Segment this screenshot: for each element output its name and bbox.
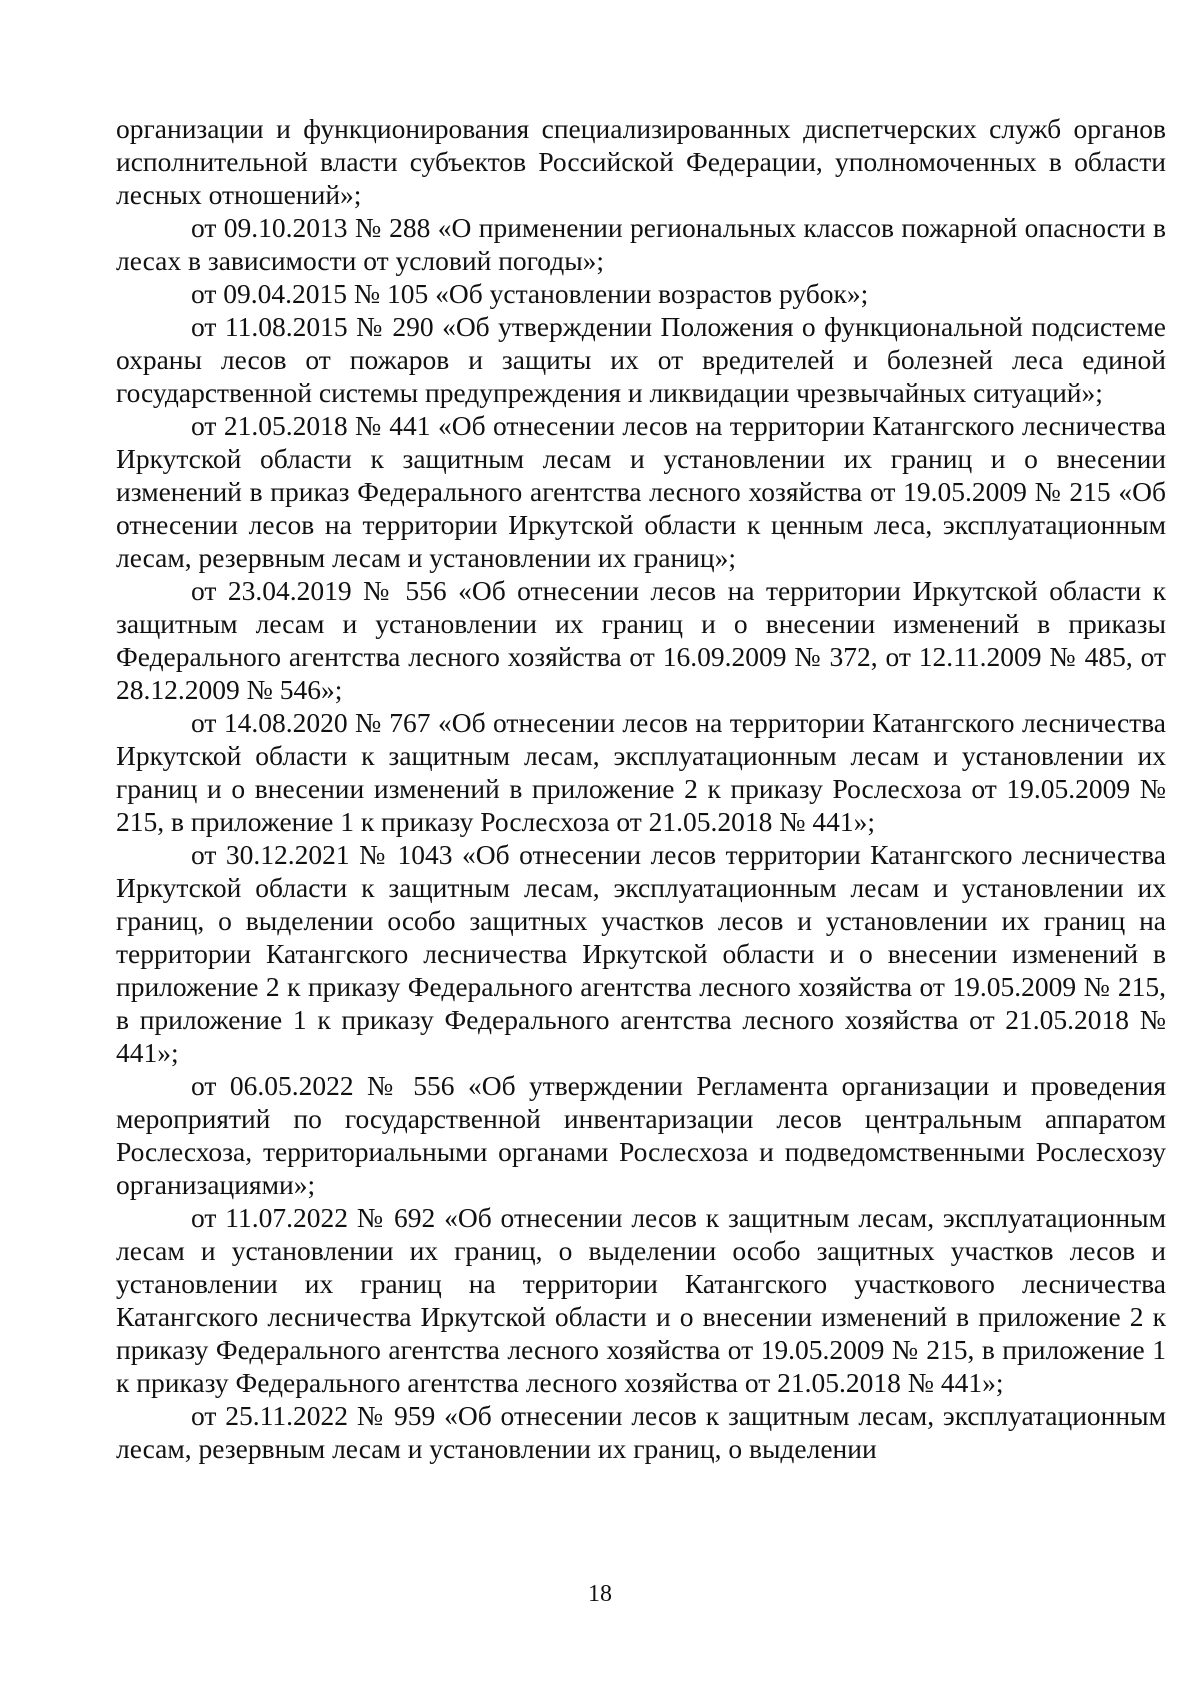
paragraph: от 06.05.2022 № 556 «Об утверждении Регламента организации и проведения мероприятий по государственной инвентаризации лесов центральным аппаратом Рослесхоза, территориальными органами Рослесхоза и подведомственными Рослесхозу организациями»; — [116, 1070, 1166, 1200]
paragraph: от 25.11.2022 № 959 «Об отнесении лесов к защитным лесам, эксплуатационным лесам, резервным лесам и установлении их границ, о выделении — [116, 1400, 1166, 1464]
page-number: 18 — [588, 1581, 612, 1607]
paragraph: от 09.04.2015 № 105 «Об установлении возрастов рубок»; — [191, 278, 869, 309]
paragraph: от 11.07.2022 № 692 «Об отнесении лесов к защитным лесам, эксплуатационным лесам и установлении их границ, о выделении особо защитных участков лесов и установлении их границ на территории Катангского участкового лесничества Катангского лесничества Иркутской области и о внесении изменений в приложение 2 к приказу Федерального агентства лесного хозяйства от 19.05.2009 № 215, в приложение 1 к приказу Федерального агентства лесного хозяйства от 21.05.2018 № 441»; — [116, 1202, 1166, 1398]
paragraph: от 11.08.2015 № 290 «Об утверждении Положения о функциональной подсистеме охраны лесов от пожаров и защиты их от вредителей и болезней леса единой государственной системы предупреждения и ликвидации чрезвычайных ситуаций»; — [116, 311, 1166, 408]
paragraph: организации и функционирования специализированных диспетчерских служб органов исполнительной власти субъектов Российской Федерации, уполномоченных в области лесных отношений»; — [116, 113, 1166, 210]
document-body — [116, 112, 1166, 1465]
paragraph: от 23.04.2019 № 556 «Об отнесении лесов на территории Иркутской области к защитным лесам и установлении их границ и о внесении изменений в приказы Федерального агентства лесного хозяйства от 16.09.2009 № 372, от 12.11.2009 № 485, от 28.12.2009 № 546»; — [116, 575, 1166, 705]
paragraph: от 21.05.2018 № 441 «Об отнесении лесов на территории Катангского лесничества Иркутской области к защитным лесам и установлении их границ и о внесении изменений в приказ Федерального агентства лесного хозяйства от 19.05.2009 № 215 «Об отнесении лесов на территории Иркутской области к ценным леса, эксплуатационным лесам, резервным лесам и установлении их границ»; — [116, 410, 1166, 573]
paragraph: от 09.10.2013 № 288 «О применении региональных классов пожарной опасности в лесах в зависимости от условий погоды»; — [116, 212, 1166, 276]
paragraph: от 30.12.2021 № 1043 «Об отнесении лесов территории Катангского лесничества Иркутской области к защитным лесам, эксплуатационным лесам и установлении их границ, о выделении особо защитных участков лесов и установлении их границ на территории Катангского лесничества Иркутской области и о внесении изменений в приложение 2 к приказу Федерального агентства лесного хозяйства от 19.05.2009 № 215, в приложение 1 к приказу Федерального агентства лесного хозяйства от 21.05.2018 № 441»; — [116, 839, 1166, 1068]
paragraph: от 14.08.2020 № 767 «Об отнесении лесов на территории Катангского лесничества Иркутской области к защитным лесам, эксплуатационным лесам и установлении их границ и о внесении изменений в приложение 2 к приказу Рослесхоза от 19.05.2009 № 215, в приложение 1 к приказу Рослесхоза от 21.05.2018 № 441»; — [116, 707, 1166, 837]
